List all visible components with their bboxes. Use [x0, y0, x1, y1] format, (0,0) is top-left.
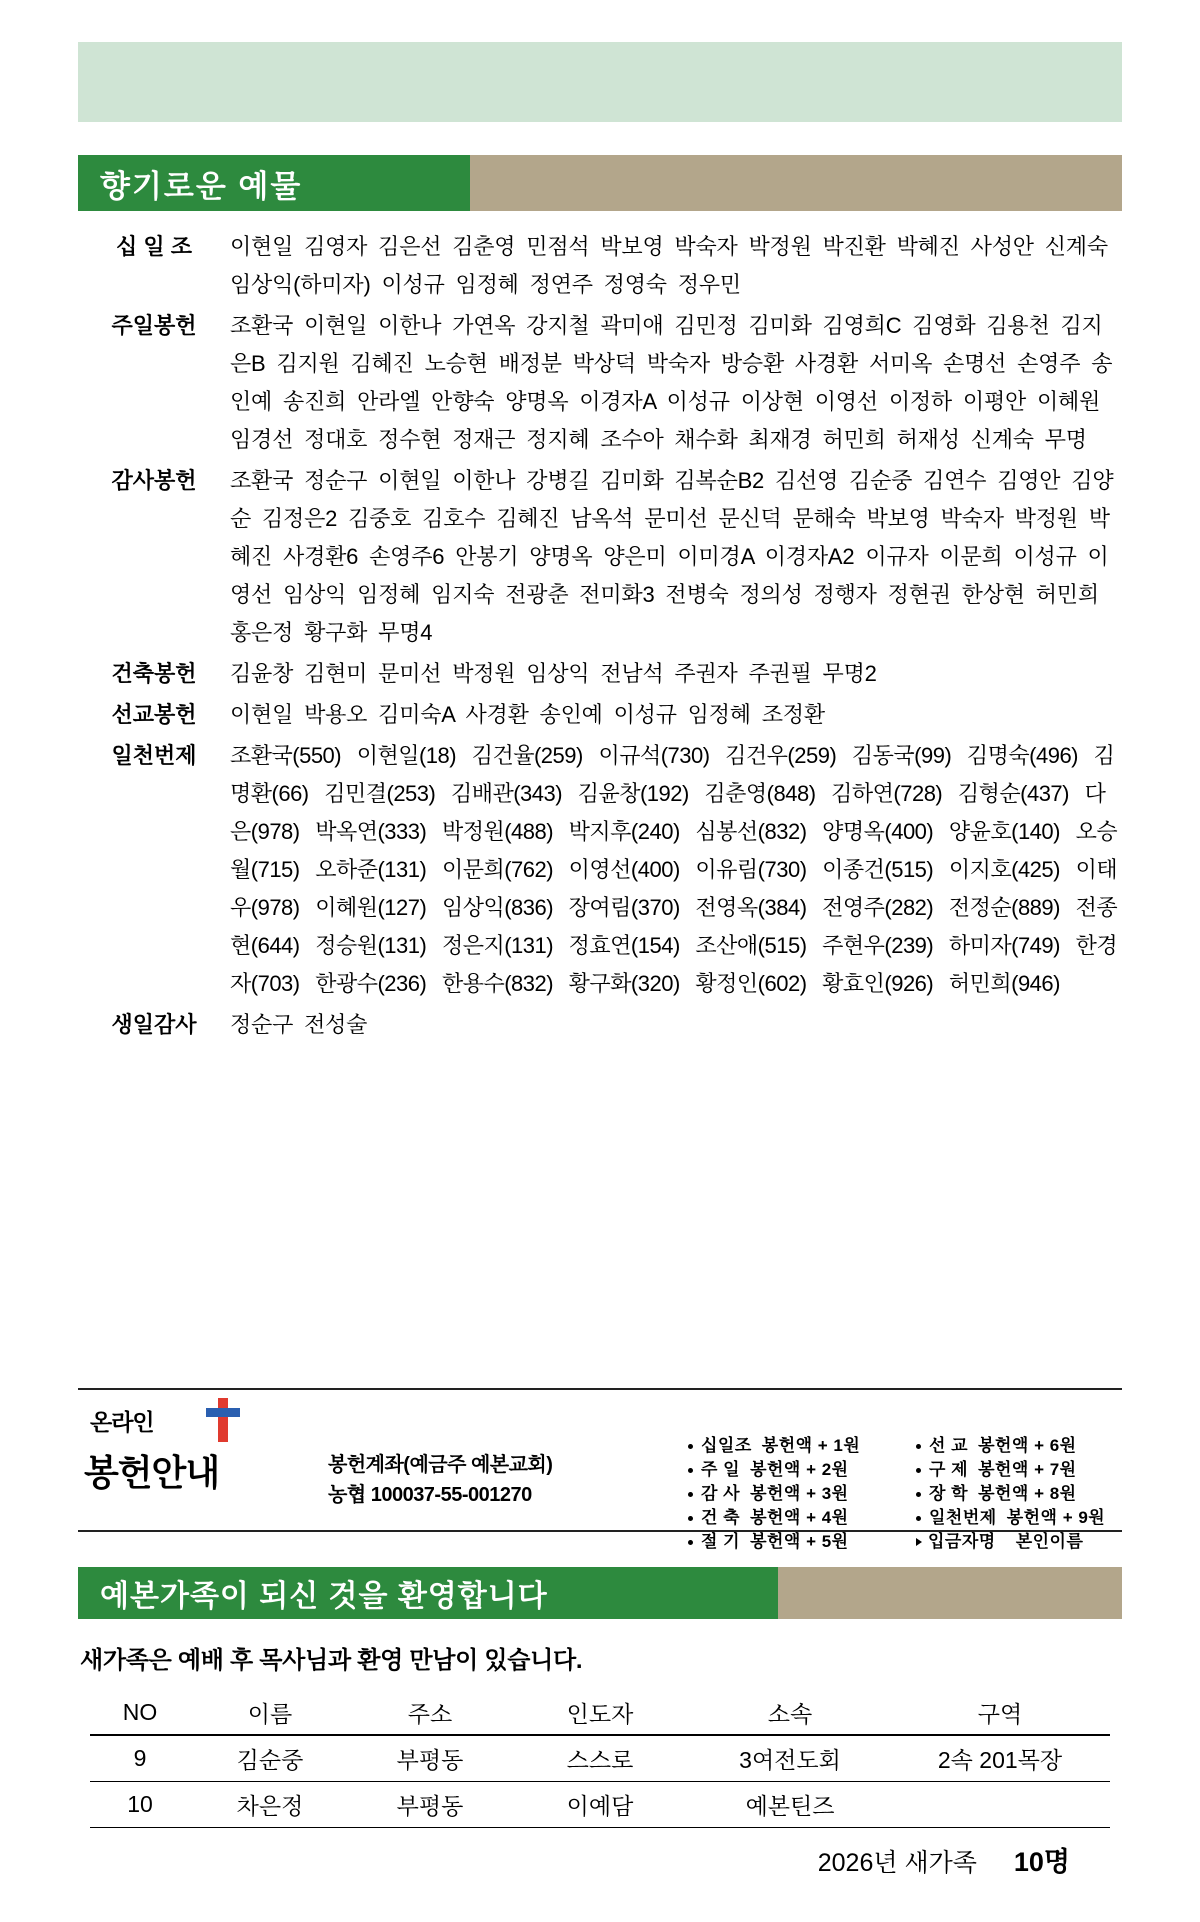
code-name: 주 일: [701, 1460, 741, 1479]
table-row: [90, 1735, 1110, 1782]
account-info: [328, 1398, 688, 1510]
giving-code-row: [688, 1434, 1122, 1458]
offering-label: 십 일 조: [116, 234, 192, 259]
online-giving-logo: [78, 1398, 328, 1496]
code-name: 입금자명: [928, 1532, 996, 1551]
code-text: 본인이름: [1015, 1532, 1084, 1551]
giving-code-left: [688, 1506, 916, 1530]
cell-group: 3여전도회: [690, 1735, 890, 1782]
code-name: 일천번제: [929, 1508, 997, 1527]
giving-code-right: [916, 1434, 1077, 1458]
code-text: 봉헌액 + 5원: [750, 1532, 849, 1551]
code-name: 절 기: [701, 1532, 741, 1551]
arrow-icon: [916, 1538, 922, 1546]
cell-group: 예본틴즈: [690, 1782, 890, 1828]
offering-names: 조환국(550) 이현일(18) 김건율(259) 이규석(730) 김건우(259) 김동국(99) 김명숙(496) 김명환(66) 김민결(253) 김배관(343) 김윤창(192) 김춘영(848) 김하연(728) 김형순(437) 다은(978) 박옥연(333) 박정원(488) 박지후(240) 심봉선(832) 양명옥(400) 양윤호(140) 오승월(715) 오하준(131) 이문희(762) 이영선(400) 이유림(730) 이종건(515) 이지호(425) 이태우(978) 이혜원(127) 임상익(836) 장여림(370) 전영옥(384) 전영주(282) 전정순(889) 전종현(644) 정승원(131) 정은지(131) 정효연(154) 조산애(515) 주현우(239) 하미자(749) 한경자(703) 한광수(236) 한용수(832) 황구화(320) 황정인(602) 황효인(926) 허민희(946): [230, 743, 1118, 996]
total-label: 2026년 새가족: [817, 1849, 977, 1877]
code-text: 봉헌액 + 6원: [978, 1436, 1077, 1455]
offering-names: 조환국 이현일 이한나 가연옥 강지철 곽미애 김민정 김미화 김영희C 김영화 김용천 김지은B 김지원 김혜진 노승현 배정분 박상덕 박숙자 방승환 사경환 서미옥 손명선 손영주 송인예 송진희 안라엘 안향숙 양명옥 이경자A 이성규 이상현 이영선 이정하 이평안 이혜원 임경선 정대호 정수현 정재근 정지혜 조수아 채수화 최재경 허민희 허재성 신계숙 무명: [230, 313, 1113, 452]
code-text: 봉헌액 + 1원: [761, 1436, 861, 1455]
offering-names: 이현일 김영자 김은선 김춘영 민점석 박보영 박숙자 박정원 박진환 박혜진 사성안 신계숙 임상익(하미자) 이성규 임정혜 정연주 정영숙 정우민: [230, 234, 1108, 297]
column-header-group: 소속: [690, 1690, 890, 1735]
offering-label: 생일감사: [111, 1012, 197, 1037]
code-name: 선 교: [929, 1436, 969, 1455]
giving-code-left: [688, 1458, 916, 1482]
giving-code-row: [688, 1482, 1122, 1506]
code-text: 봉헌액 + 7원: [978, 1460, 1077, 1479]
table-row: [90, 1782, 1110, 1828]
column-header-guide: 인도자: [510, 1690, 690, 1735]
new-family-total: [90, 1840, 1110, 1879]
total-count: 10명: [1013, 1847, 1070, 1877]
giving-code-right: [916, 1458, 1077, 1482]
offering-names: 정순구 전성술: [230, 1012, 368, 1037]
offering-row: [78, 462, 1122, 652]
code-name: 구 제: [929, 1460, 969, 1479]
account-holder-line: 봉헌계좌(예금주 예본교회): [328, 1454, 553, 1476]
code-name: 건 축: [701, 1508, 741, 1527]
offering-names: 이현일 박용오 김미숙A 사경환 송인예 이성규 임정혜 조정환: [230, 702, 825, 727]
cell-district: [890, 1782, 1110, 1828]
code-name: 십일조: [701, 1436, 752, 1455]
offering-names: 조환국 정순구 이현일 이한나 강병길 김미화 김복순B2 김선영 김순중 김연수 김영안 김양순 김정은2 김중호 김호수 김혜진 남옥석 문미선 문신덕 문해숙 박보영 박숙자 박정원 박혜진 사경환6 손영주6 안봉기 양명옥 양은미 이미경A 이경자A2 이규자 이문희 이성규 이영선 임상익 임정혜 임지숙 전광춘 전미화3 전병숙 정의성 정행자 정현권 한상현 허민희 홍은정 황구화 무명4: [230, 468, 1114, 645]
column-header-address: 주소: [350, 1690, 510, 1735]
column-header-district: 구역: [890, 1690, 1110, 1735]
offering-section-title: 향기로운 예물: [78, 155, 470, 211]
offering-label: 일천번제: [111, 743, 197, 768]
giving-code-left: [688, 1434, 916, 1458]
offering-label: 주일봉헌: [111, 313, 197, 338]
welcome-section-title: 예본가족이 되신 것을 환영합니다: [78, 1567, 778, 1619]
bullet-icon: [916, 1492, 921, 1497]
online-title: 봉헌안내: [84, 1452, 220, 1493]
top-decorative-band: [78, 42, 1122, 122]
cell-no: 10: [90, 1782, 190, 1828]
bullet-icon: [916, 1468, 921, 1473]
bullet-icon: [688, 1540, 693, 1545]
divider-top: [78, 1388, 1122, 1390]
code-text: 봉헌액 + 4원: [750, 1508, 849, 1527]
cell-district: 2속 201목장: [890, 1735, 1110, 1782]
giving-code-row: [688, 1458, 1122, 1482]
code-text: 봉헌액 + 2원: [750, 1460, 849, 1479]
cell-address: 부평동: [350, 1735, 510, 1782]
code-name: 감 사: [701, 1484, 741, 1503]
new-family-table: [90, 1690, 1110, 1828]
table-header-row: [90, 1690, 1110, 1735]
cell-guide: 스스로: [510, 1735, 690, 1782]
cell-name: 차은정: [190, 1782, 350, 1828]
cell-name: 김순중: [190, 1735, 350, 1782]
bullet-icon: [688, 1516, 693, 1521]
giving-code-right: [916, 1482, 1077, 1506]
column-header-name: 이름: [190, 1690, 350, 1735]
giving-code-left: [688, 1530, 916, 1554]
bullet-icon: [916, 1516, 921, 1521]
giving-code-right: [916, 1530, 1083, 1554]
divider-bottom: [78, 1530, 1122, 1532]
bullet-icon: [916, 1444, 921, 1449]
giving-code-right: [916, 1506, 1105, 1530]
account-number-line: 농협 100037-55-001270: [328, 1484, 532, 1506]
offering-row: [78, 1006, 1122, 1044]
bullet-icon: [688, 1468, 693, 1473]
code-text: 봉헌액 + 8원: [978, 1484, 1077, 1503]
online-label: 온라인: [90, 1409, 154, 1435]
cell-address: 부평동: [350, 1782, 510, 1828]
offering-label: 선교봉헌: [111, 702, 197, 727]
giving-code-row: [688, 1506, 1122, 1530]
offering-list: [78, 228, 1122, 1047]
column-header-no: NO: [90, 1690, 190, 1735]
cross-icon: [206, 1398, 240, 1442]
cell-guide: 이예담: [510, 1782, 690, 1828]
giving-code-left: [688, 1482, 916, 1506]
welcome-note: 새가족은 예배 후 목사님과 환영 만남이 있습니다.: [80, 1647, 583, 1674]
offering-names: 김윤창 김현미 문미선 박정원 임상익 전남석 주권자 주권필 무명2: [230, 661, 877, 686]
code-text: 봉헌액 + 3원: [750, 1484, 849, 1503]
offering-row: [78, 228, 1122, 304]
code-text: 봉헌액 + 9원: [1006, 1508, 1106, 1527]
offering-row: [78, 737, 1122, 1003]
offering-label: 감사봉헌: [111, 468, 197, 493]
cell-no: 9: [90, 1735, 190, 1782]
offering-label: 건축봉헌: [111, 661, 197, 686]
offering-row: [78, 696, 1122, 734]
offering-row: [78, 655, 1122, 693]
giving-code-row: [688, 1530, 1122, 1554]
offering-row: [78, 307, 1122, 459]
bullet-icon: [688, 1492, 693, 1497]
bullet-icon: [688, 1444, 693, 1449]
code-name: 장 학: [929, 1484, 969, 1503]
